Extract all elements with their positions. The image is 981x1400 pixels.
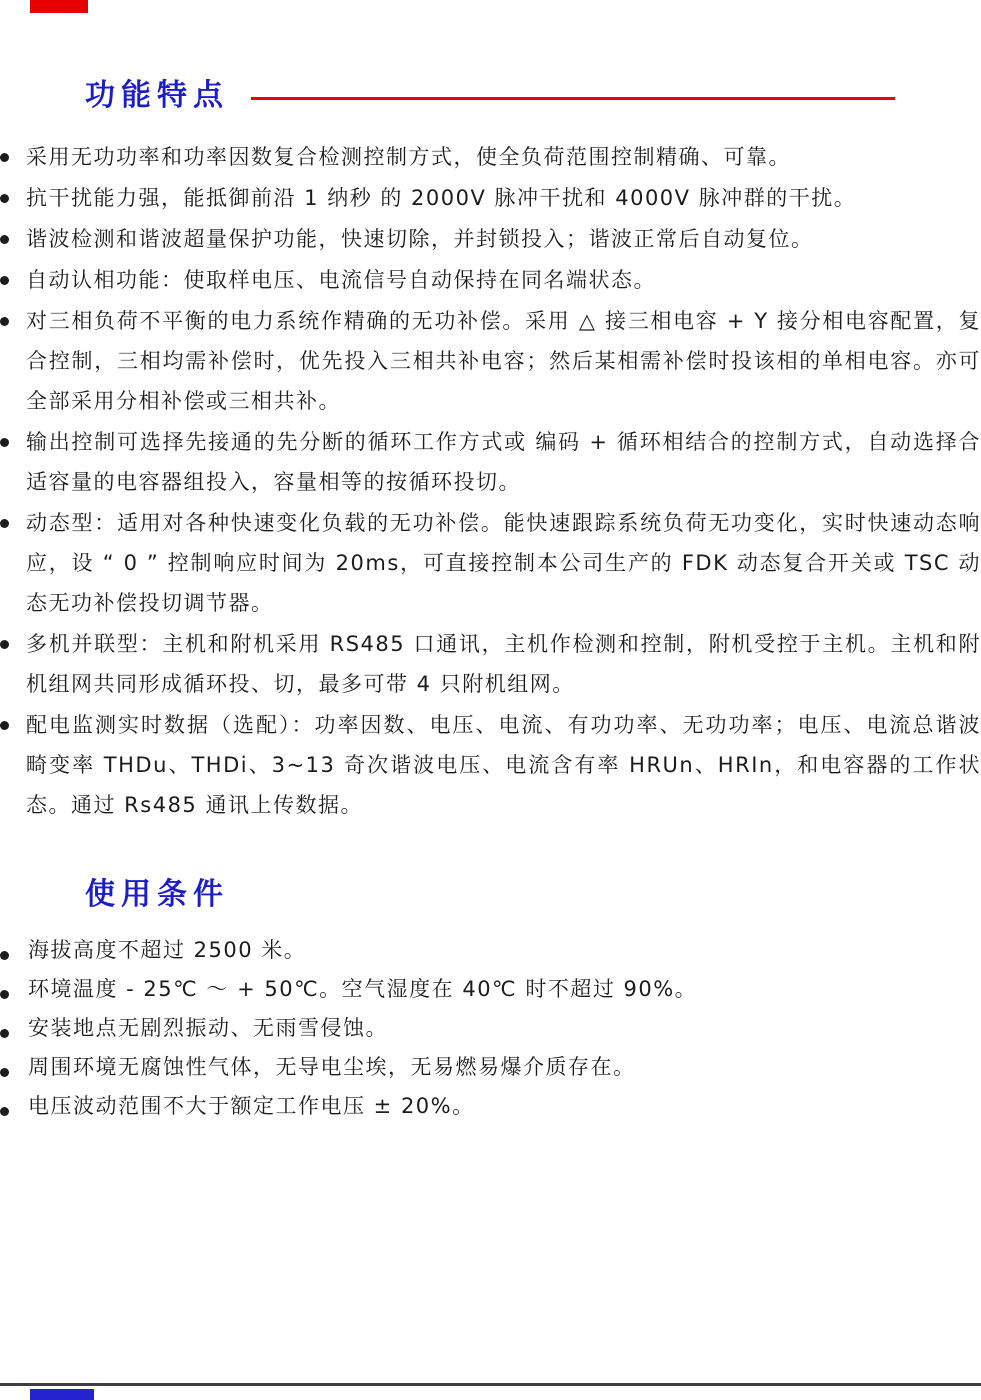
list-item (0, 260, 981, 300)
list-item-text: 输出控制可选择先接通的先分断的循环工作方式或 编码 + 循环相结合的控制方式，自动选择合适容量的电容器组投入，容量相等的按循环投切。 (26, 429, 981, 494)
bullet-dot-icon (0, 640, 9, 649)
features-heading-row (85, 0, 895, 137)
list-item (0, 1013, 981, 1043)
list-item (0, 178, 981, 218)
footer-divider-line (0, 1383, 981, 1386)
list-item (0, 705, 981, 825)
bullet-dot-icon (0, 721, 9, 730)
red-divider-line (251, 97, 895, 100)
list-item-text: 动态型：适用对各种快速变化负载的无功补偿。能快速跟踪系统负荷无功变化，实时快速动态响应，设 “ 0 ” 控制响应时间为 20ms，可直接控制本公司生产的 FDK 动态复合开关或 TSC 动态无功补偿投切调节器。 (26, 510, 981, 615)
list-item (0, 1091, 981, 1121)
header-red-tab (30, 0, 88, 13)
list-item-text: 安装地点无剧烈振动、无雨雪侵蚀。 (28, 1016, 388, 1041)
bullet-dot-icon (0, 194, 9, 203)
section-title-features: 功能特点 (85, 78, 229, 114)
bullet-dot-icon (0, 990, 9, 999)
list-item-text: 采用无功功率和功率因数复合检测控制方式，使全负荷范围控制精确、可靠。 (26, 144, 791, 169)
list-item (0, 624, 981, 704)
list-item-text: 电压波动范围不大于额定工作电压 ± 20%。 (28, 1094, 475, 1119)
conditions-heading-row (85, 855, 895, 936)
list-item-text: 对三相负荷不平衡的电力系统作精确的无功补偿。采用 △ 接三相电容 + Y 接分相电容配置，复合控制，三相均需补偿时，优先投入三相共补电容；然后某相需补偿时投该相的单相电容。亦可全部采用分相补偿或三相共补。 (26, 308, 981, 413)
list-item-text: 自动认相功能：使取样电压、电流信号自动保持在同名端状态。 (26, 267, 656, 292)
bullet-dot-icon (0, 1068, 9, 1077)
list-item-text: 周围环境无腐蚀性气体，无导电尘埃，无易燃易爆介质存在。 (28, 1055, 636, 1080)
list-item (0, 422, 981, 502)
list-item (0, 219, 981, 259)
list-item-text: 多机并联型：主机和附机采用 RS485 口通讯，主机作检测和控制，附机受控于主机。主机和附机组网共同形成循环投、切，最多可带 4 只附机组网。 (26, 631, 981, 696)
list-item-text: 谐波检测和谐波超量保护功能，快速切除，并封锁投入；谐波正常后自动复位。 (26, 226, 814, 251)
bullet-dot-icon (0, 153, 9, 162)
bullet-dot-icon (0, 276, 9, 285)
footer-blue-tab (30, 1389, 94, 1400)
bullet-dot-icon (0, 1029, 9, 1038)
section-title-conditions: 使用条件 (85, 876, 229, 912)
list-item-text: 配电监测实时数据（选配）：功率因数、电压、电流、有功功率、无功功率；电压、电流总谐波畸变率 THDu、THDi、3~13 奇次谐波电压、电流含有率 HRUn、HRIn，和电容器的工作状态。通过 Rs485 通讯上传数据。 (26, 712, 981, 817)
list-item-text: 环境温度 - 25℃ ～ + 50℃。空气湿度在 40℃ 时不超过 90%。 (28, 977, 698, 1002)
bullet-dot-icon (0, 235, 9, 244)
bullet-dot-icon (0, 951, 9, 960)
bullet-dot-icon (0, 317, 9, 326)
list-item (0, 974, 981, 1004)
list-item (0, 301, 981, 421)
list-item (0, 137, 981, 177)
list-item (0, 1052, 981, 1082)
features-list (0, 137, 981, 825)
conditions-list (0, 935, 981, 1121)
bullet-dot-icon (0, 519, 9, 528)
list-item (0, 503, 981, 623)
list-item-text: 抗干扰能力强，能抵御前沿 1 纳秒 的 2000V 脉冲干扰和 4000V 脉冲群的干扰。 (26, 185, 857, 210)
bullet-dot-icon (0, 438, 9, 447)
bullet-dot-icon (0, 1107, 9, 1116)
list-item-text: 海拔高度不超过 2500 米。 (28, 938, 307, 963)
list-item (0, 935, 981, 965)
